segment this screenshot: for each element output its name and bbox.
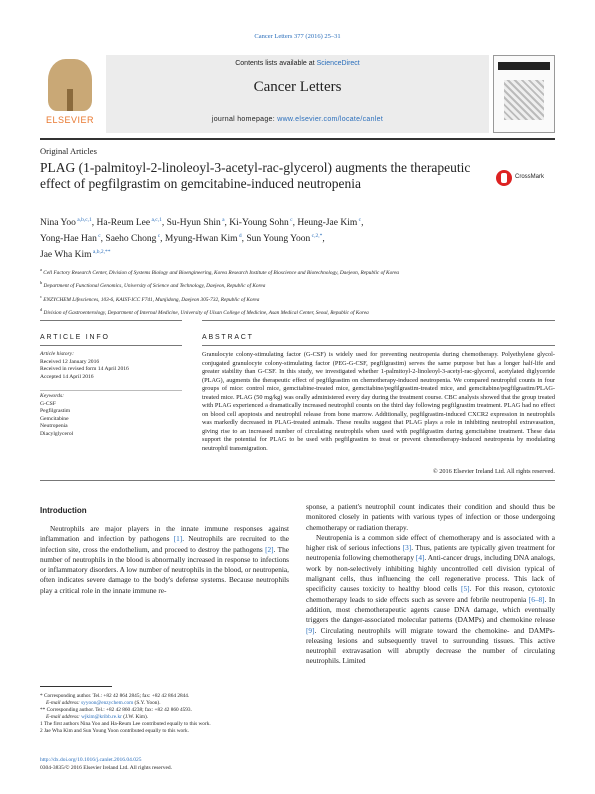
corresponding-author-1: * Corresponding author. Tel.: +82 42 864 2845; fax: +82 42 864 2844. — [40, 693, 190, 699]
journal-cover-thumbnail — [493, 55, 555, 133]
author-affiliation-marker[interactable]: c,2,* — [310, 233, 323, 240]
section-heading-introduction: Introduction — [40, 506, 87, 515]
reference-link[interactable]: [4] — [415, 553, 425, 563]
article-title: PLAG (1-palmitoyl-2-linoleoyl-3-acetyl-rac-glycerol) augments the therapeutic effect of pegfilgrastim on gemcitabine-induced neutropenia — [40, 160, 471, 191]
reference-link[interactable]: [2] — [265, 544, 274, 554]
history-revised: Received in revised form 14 April 2016 — [40, 366, 129, 372]
email-link[interactable]: wjkim@kribb.re.kr — [81, 714, 122, 720]
doi-link[interactable]: http://dx.doi.org/10.1016/j.canlet.2016.04.025 — [40, 757, 142, 763]
corresponding-author-2: ** Corresponding author. Tel.: +82 42 860 4238; fax: +82 42 860 4593. — [40, 707, 192, 713]
reference-link[interactable]: [1] — [173, 534, 183, 544]
abstract-heading: ABSTRACT — [202, 334, 254, 341]
author-name: Ki-Young Sohn — [229, 218, 289, 229]
doi-block — [40, 757, 340, 772]
author-affiliation-marker[interactable]: a,c,1 — [150, 217, 162, 223]
author-name: Su-Hyun Shin — [166, 218, 221, 229]
divider — [202, 320, 555, 321]
keyword: G-CSF — [40, 400, 56, 407]
issn-line: 0304-3835/© 2016 Elsevier Ireland Ltd. All rights reserved. — [40, 764, 173, 771]
journal-masthead — [40, 55, 555, 135]
author-affiliation-marker[interactable]: a — [220, 217, 225, 223]
article-info-heading: ARTICLE INFO — [40, 334, 110, 341]
keyword: Pegfilgrastim — [40, 408, 71, 415]
author-affiliation-marker[interactable]: c — [357, 217, 362, 223]
divider — [40, 480, 555, 481]
reference-link[interactable]: [9] — [306, 625, 315, 635]
masthead-rule — [40, 138, 555, 140]
article-history: Article history: Received 12 January 2016 Received in revised form 14 April 2016 Accepted 14 April 2016 — [40, 351, 182, 381]
elsevier-tree-logo — [40, 55, 100, 133]
divider — [40, 345, 182, 346]
body-column-right — [306, 502, 555, 667]
abstract-text: Granulocyte colony-stimulating factor (G-CSF) is widely used for preventing neutropenia during chemotherapy. Polyethylene glycol-conjugated granulocyte colony-stimulating factor (PEG-G-CSF, pegfilgrastim) serves the same purpose but has a longer half-life and greater stability than G-CSF. In this study, we investigated whether 1-palmitoyl-2-linoleoyl-3-acetyl-rac-glycerol, acetylated diglyceride (PLAG), augments the therapeutic effect of pegfilgrastim on chemotherapy-induced neutropenia. We compared neutrophil counts in four groups of mice: control mice, gemcitabine-treated mice, gemcitabine/pegfilgrastim-treated mice, and gemcitabine/pegfilgrastim/PLAG-treated mice. PLAG (50 mg/kg) was orally administered every day during the treatment course. CBC analysis showed that the group treated with PLAG experienced a dramatically increased neutrophil counts on the third day following pegfilgrastim treatment. PLAG had no effect on blood cell apoptosis and neutrophil release from bone marrow. Additionally, pegfilgrastim-induced CXCR2 expression in neutrophils was markedly decreased in PLAG-treated animals. These results suggest that PLAG plays a role in inhibiting neutrophil extravasation, giving rise to an increased number of circulating neutrophils when used with pegfilgrastim during gemcitabine treatment. These data support the potential for PLAG to be used with pegfilgrastim to treat or prevent chemotherapy-induced neutropenia by modulating neutrophil transmigration. — [202, 351, 555, 452]
author-name: Sun Young Yoon — [246, 234, 311, 245]
keyword-list: Keywords: G-CSF Pegfilgrastim Gemcitabine Neutropenia Diacylglycerol — [40, 393, 182, 439]
author-affiliation-marker[interactable]: a,b,c,1 — [75, 217, 92, 223]
paragraph: sponse, a patient's neutrophil count indicates their condition and should thus be monitored closely in patients with various types of infection or those undergoing chemotherapy or radiation therapy. — [306, 502, 555, 532]
crossmark-badge[interactable]: CrossMark — [496, 168, 556, 190]
author-name: Yong-Hae Han — [40, 234, 97, 245]
paragraph: Neutropenia is a common side effect of chemotherapy and is associated with a higher risk of serious infections [3]. Thus, patients are typically given treatment for neutropenia following chemotherapy [4]. Anti-cancer drugs, including DNA analogs, work by non-selectively inhibiting highly uncontrolled cell division typical of malignant cells, thus influencing the cell regenerative process. This lack of specificity causes toxicity to healthy blood cells [5]. For this reason, cytotoxic chemotherapy leads to side effects such as severe and febrile neutropenia [6–8]. In addition, most chemotherapeutic agents cause DNA damage, which eventually triggers the danger-associated molecular patterns (DAMPs) and chemokine release [9]. Circulating neutrophils will migrate toward the chemokine- and DAMPs-releasing lesions and subsequently travel to surrounding tissues. This active neutrophil extravasation will abruptly decrease the number of circulating neutrophils. Limited — [306, 532, 555, 666]
history-received: Received 12 January 2016 — [40, 358, 100, 365]
keyword: Neutropenia — [40, 423, 68, 430]
body-column-left — [40, 506, 289, 596]
divider — [40, 390, 182, 391]
author-name: Nina Yoo — [40, 218, 76, 229]
author-affiliation-marker[interactable]: c — [288, 217, 293, 223]
email-link[interactable]: syyoon@enzychem.com — [81, 700, 134, 706]
reference-link[interactable]: [5] — [461, 584, 470, 594]
affiliation: $^a$ Cell Factory Research Center, Division of Systems Biology and Bioengineering, Korea Research Institute of Bioscience and Biotechnology, Daejeon, Republic of Korea — [40, 267, 400, 276]
abstract-copyright: © 2016 Elsevier Ireland Ltd. All rights reserved. — [432, 468, 555, 475]
equal-contribution-note: 2 Jae Wha Kim and Sun Young Yoon contributed equally to this work. — [40, 728, 189, 734]
divider — [202, 345, 555, 346]
crossmark-icon — [496, 170, 512, 186]
author-affiliation-marker[interactable]: d — [237, 233, 242, 240]
publisher-wordmark: ELSEVIER — [45, 115, 95, 125]
homepage-link[interactable]: www.elsevier.com/locate/canlet — [277, 116, 384, 123]
author-name: Jae Wha Kim — [40, 250, 92, 261]
affiliation: $^b$ Department of Functional Genomics, University of Science and Technology, Daejeon, Republic of Korea — [40, 280, 266, 290]
footnote-rule — [40, 686, 112, 687]
reference-link[interactable]: [3] — [402, 543, 412, 553]
article-type: Original Articles — [40, 146, 97, 156]
sciencedirect-link[interactable]: ScienceDirect — [316, 60, 360, 67]
journal-homepage: journal homepage: www.elsevier.com/locate/canlet — [211, 116, 384, 123]
author-affiliation-marker[interactable]: c — [96, 233, 101, 240]
equal-contribution-note: 1 The first authors Nina Yoo and Ha-Reum Lee contributed equally to this work. — [40, 721, 211, 727]
keyword: Gemcitabine — [40, 415, 69, 422]
affiliation: $^d$ Division of Gastroenterology, Department of Internal Medicine, University of Ulsan College of Medicine, Asan Medical Center, Seoul, Republic of Korea — [40, 306, 369, 316]
paragraph: Neutrophils are major players in the innate immune responses against inflammation and infection by pathogens [1]. Neutrophils are recruited to the infection site, cross the endothelium, and proceed to destroy the pathogens [2]. The number of neutrophils in the blood is abnormally increased in response to infections or inflammatory disorders. A low number of neutrophils in the blood, or neutropenia, often indicates severe damage to the body's defense systems. Because neutrophils play a critical role in the innate immune re- — [40, 524, 289, 595]
reference-link[interactable]: [6–8] — [528, 594, 545, 604]
history-accepted: Accepted 14 April 2016 — [40, 373, 94, 380]
footnotes: * Corresponding author. Tel.: +82 42 864 2845; fax: +82 42 864 2844. E-mail address: syyoon@enzychem.com (S.Y. Yoon). ** Corresponding author. Tel.: +82 42 860 4238; fax: +82 42 860 4593. E-mail address: wjkim@kribb.re.kr (J.W. Kim). 1 The first authors Nina Yoo and Ha-Reum Lee contributed equally to this work. 2 Jae Wha Kim and Sun Young Yoon contributed equally to this work. — [40, 693, 289, 735]
journal-citation[interactable]: Cancer Letters 377 (2016) 25–31 — [254, 33, 341, 40]
author-list: Nina Yoo $^{a,b,c,1}$, Ha-Reum Lee $^{a,c,1}$, Su-Hyun Shin $^a$, Ki-Young Sohn $^c$, Heung-Jae Kim $^c$, Yong-Hae Han $^c$, Saeho Chong $^c$, Myung-Hwan Kim $^d$, Sun Young Yoon $^{c,2,*}$, Jae Wha Kim $^{a,b,2,**}$ — [40, 217, 364, 261]
author-name: Myung-Hwan Kim — [164, 234, 238, 245]
affiliation: $^c$ ENZYCHEM Lifesciences, 103-6, KAIST-ICC F741, Munjidong, Daejeon 305-732, Republic of Korea — [40, 293, 260, 303]
author-name: Saeho Chong — [105, 234, 157, 245]
author-name: Heung-Jae Kim — [297, 218, 358, 229]
author-affiliation-marker[interactable]: c — [156, 233, 161, 240]
author-name: Ha-Reum Lee — [96, 218, 151, 229]
affiliation-list — [40, 266, 555, 319]
keyword: Diacylglycerol — [40, 430, 74, 437]
author-affiliation-marker[interactable]: a,b,2,** — [91, 249, 111, 256]
divider — [40, 320, 182, 321]
journal-title: Cancer Letters — [253, 79, 342, 95]
masthead-banner — [106, 55, 489, 133]
contents-line: Contents lists available at ScienceDirect — [235, 60, 360, 67]
